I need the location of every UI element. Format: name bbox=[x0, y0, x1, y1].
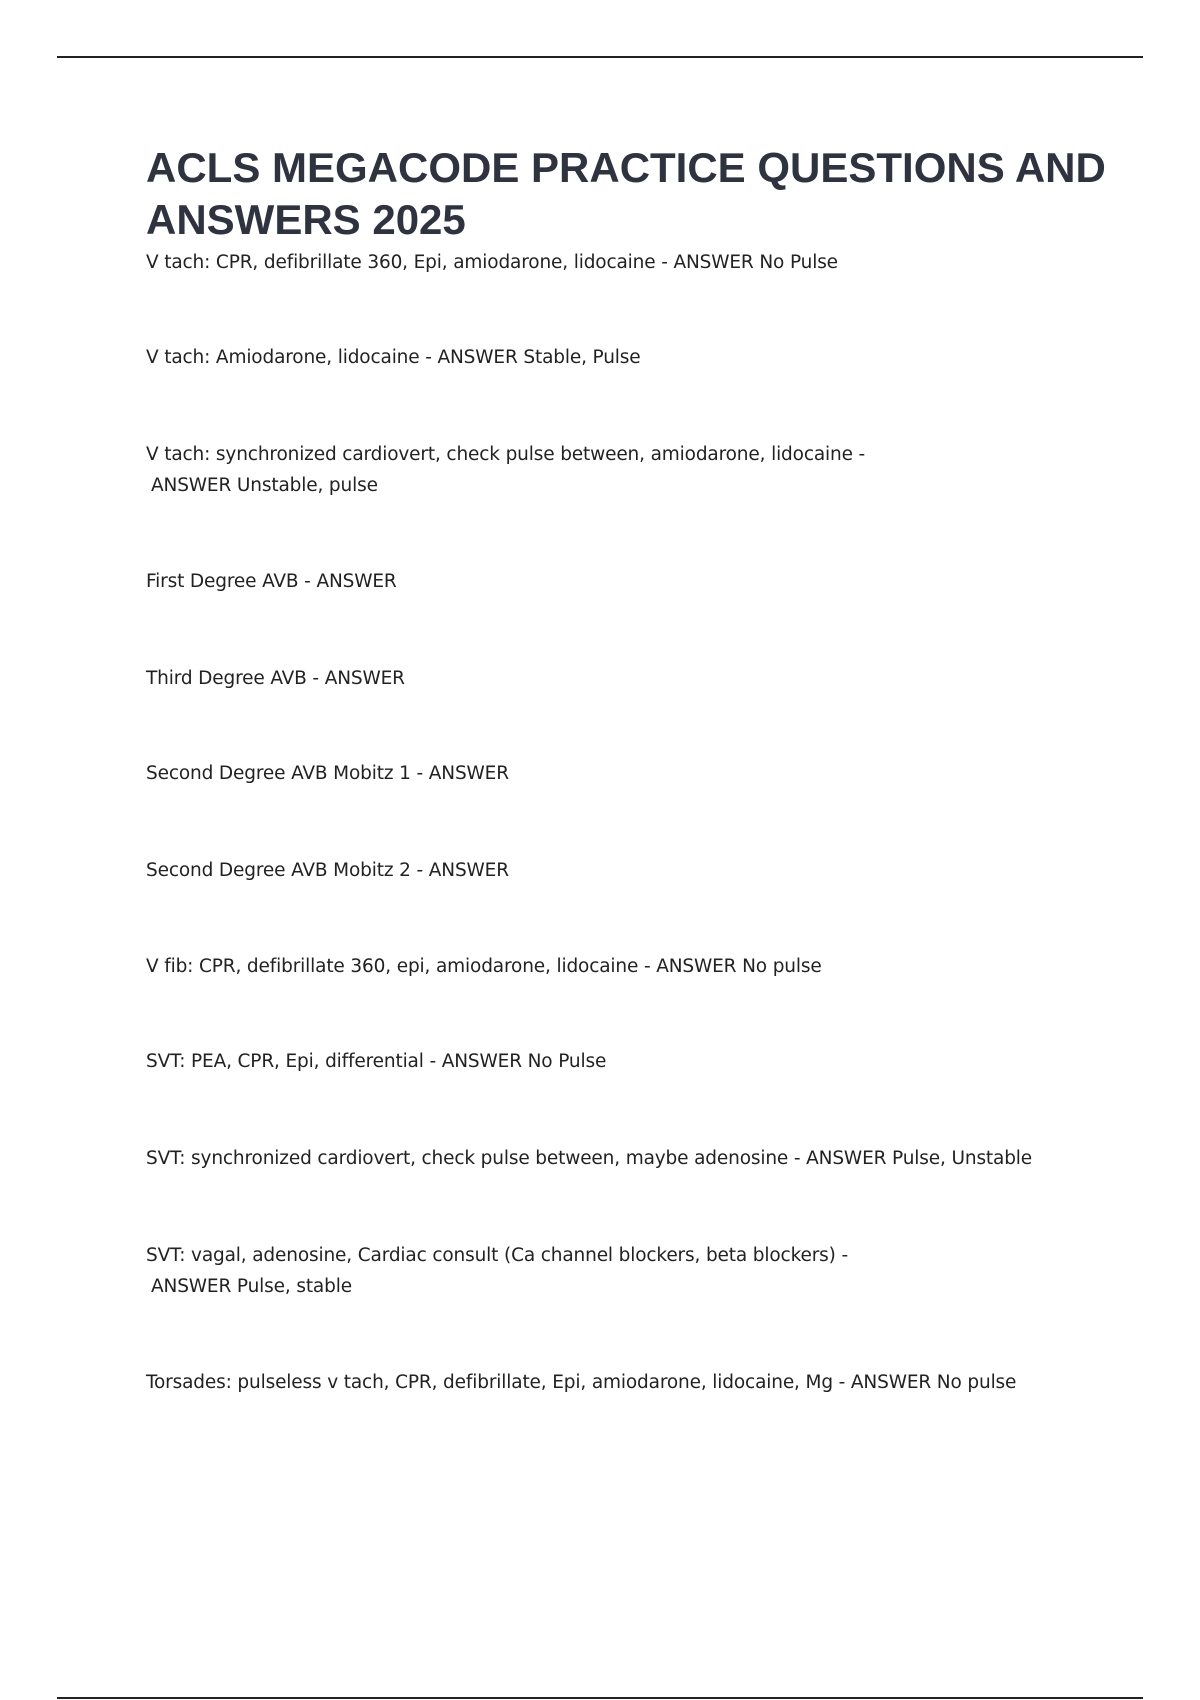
question-text: SVT: synchronized cardiovert, check pulse between, maybe adenosine - bbox=[146, 1148, 807, 1169]
top-divider bbox=[57, 56, 1143, 58]
qa-item bbox=[146, 439, 1146, 501]
qa-item bbox=[146, 951, 1146, 982]
answer-text: ANSWER bbox=[428, 860, 509, 881]
question-text: Third Degree AVB - bbox=[146, 668, 325, 689]
question-text: Torsades: pulseless v tach, CPR, defibrillate, Epi, amiodarone, lidocaine, Mg - bbox=[146, 1372, 851, 1393]
answer-text: ANSWER No Pulse bbox=[673, 252, 838, 273]
qa-item bbox=[146, 1143, 1146, 1174]
document-title: ACLS MEGACODE PRACTICE QUESTIONS AND ANSWERS 2025 bbox=[146, 144, 1106, 243]
answer-text: ANSWER bbox=[324, 668, 405, 689]
qa-item bbox=[146, 342, 1146, 373]
question-text: SVT: PEA, CPR, Epi, differential - bbox=[146, 1051, 442, 1072]
qa-item bbox=[146, 855, 1146, 886]
question-text: Second Degree AVB Mobitz 2 - bbox=[146, 860, 429, 881]
qa-item bbox=[146, 247, 1146, 278]
question-text: Second Degree AVB Mobitz 1 - bbox=[146, 763, 429, 784]
answer-text: ANSWER Unstable, pulse bbox=[151, 475, 378, 496]
answer-text: ANSWER No Pulse bbox=[441, 1051, 607, 1072]
question-text: V fib: CPR, defibrillate 360, epi, amiodarone, lidocaine - bbox=[146, 956, 657, 977]
qa-item bbox=[146, 566, 1146, 597]
answer-text: ANSWER No pulse bbox=[850, 1372, 1017, 1393]
answer-text: ANSWER Pulse, Unstable bbox=[806, 1148, 1033, 1169]
question-text: SVT: vagal, adenosine, Cardiac consult (Ca channel blockers, beta blockers) - bbox=[146, 1245, 848, 1266]
question-text: V tach: Amiodarone, lidocaine - bbox=[146, 347, 438, 368]
qa-item bbox=[146, 1240, 1146, 1302]
answer-text: ANSWER No pulse bbox=[656, 956, 822, 977]
qa-item bbox=[146, 1046, 1146, 1077]
qa-item bbox=[146, 758, 1146, 789]
answer-text: ANSWER Pulse, stable bbox=[151, 1276, 352, 1297]
answer-text: ANSWER Stable, Pulse bbox=[437, 347, 641, 368]
question-text: First Degree AVB - bbox=[146, 571, 317, 592]
qa-item bbox=[146, 1367, 1146, 1398]
answer-text: ANSWER bbox=[316, 571, 397, 592]
bottom-divider bbox=[57, 1697, 1143, 1699]
qa-item bbox=[146, 663, 1146, 694]
question-text: V tach: CPR, defibrillate 360, Epi, amiodarone, lidocaine - bbox=[146, 252, 674, 273]
question-text: V tach: synchronized cardiovert, check pulse between, amiodarone, lidocaine - bbox=[146, 444, 866, 465]
answer-text: ANSWER bbox=[428, 763, 509, 784]
